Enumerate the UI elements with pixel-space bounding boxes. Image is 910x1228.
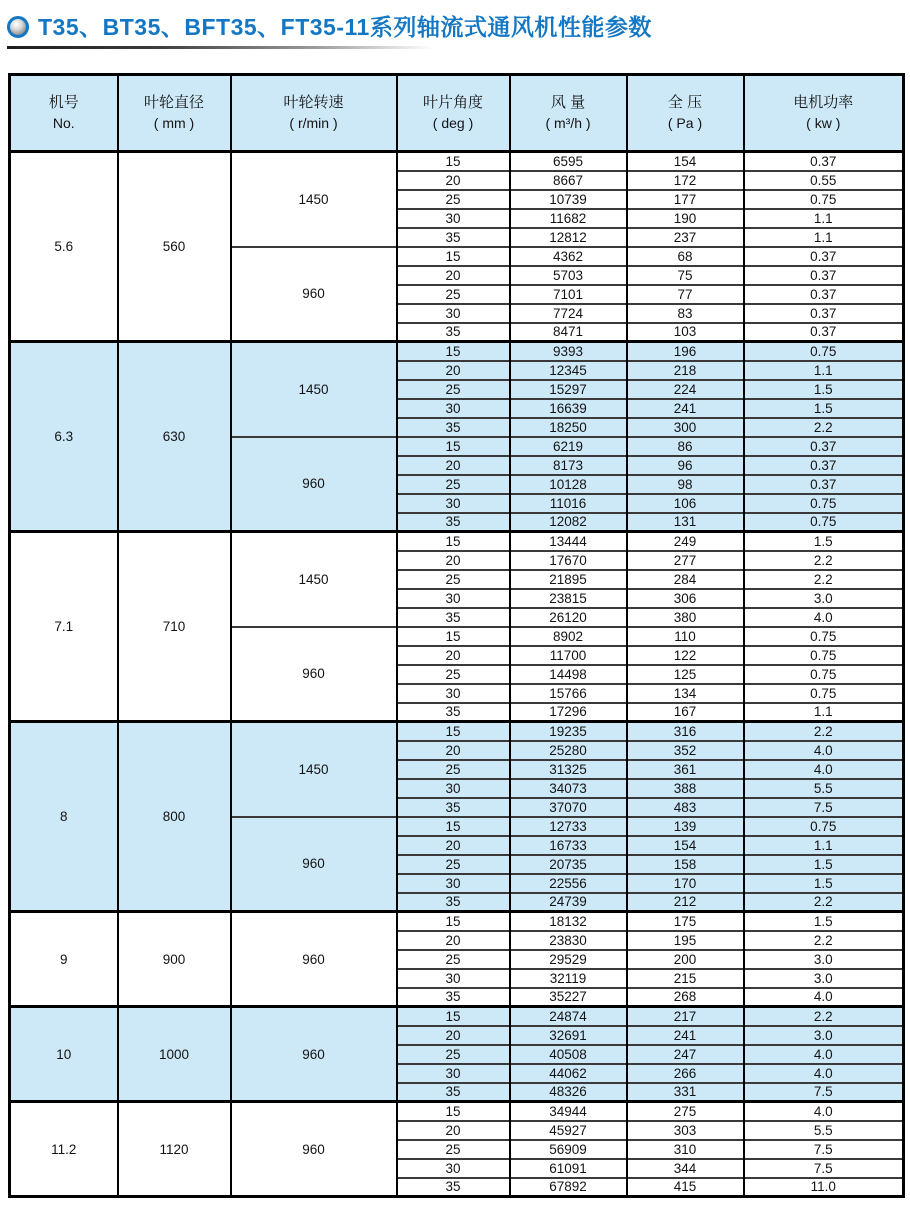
total-pressure-cell: 177: [627, 190, 744, 209]
column-unit: ( m³/h ): [545, 115, 591, 131]
motor-power-cell: 0.75: [744, 646, 904, 665]
total-pressure-cell: 195: [627, 931, 744, 950]
motor-power-cell: 5.5: [744, 1121, 904, 1140]
impeller-diameter-cell: 630: [118, 342, 231, 532]
column-title: 叶轮直径: [143, 94, 204, 111]
blade-angle-cell: 20: [397, 266, 510, 285]
total-pressure-cell: 361: [627, 760, 744, 779]
air-volume-cell: 7724: [510, 304, 627, 323]
air-volume-cell: 16733: [510, 836, 627, 855]
bullet-icon: [7, 16, 29, 38]
air-volume-cell: 32119: [510, 969, 627, 988]
blade-angle-cell: 30: [397, 589, 510, 608]
blade-angle-cell: 35: [397, 513, 510, 532]
total-pressure-cell: 218: [627, 361, 744, 380]
air-volume-cell: 48326: [510, 1083, 627, 1102]
motor-power-cell: 0.75: [744, 684, 904, 703]
air-volume-cell: 29529: [510, 950, 627, 969]
motor-power-cell: 0.37: [744, 437, 904, 456]
blade-angle-cell: 35: [397, 798, 510, 817]
impeller-diameter-cell: 900: [118, 912, 231, 1007]
motor-power-cell: 4.0: [744, 1102, 904, 1121]
motor-power-cell: 0.37: [744, 475, 904, 494]
blade-angle-cell: 30: [397, 209, 510, 228]
table-row: [10, 532, 904, 551]
air-volume-cell: 20735: [510, 855, 627, 874]
blade-angle-cell: 35: [397, 703, 510, 722]
total-pressure-cell: 167: [627, 703, 744, 722]
total-pressure-cell: 154: [627, 836, 744, 855]
impeller-diameter-cell: 1120: [118, 1102, 231, 1197]
air-volume-cell: 11700: [510, 646, 627, 665]
total-pressure-cell: 83: [627, 304, 744, 323]
impeller-speed-cell: 960: [231, 247, 397, 342]
total-pressure-cell: 122: [627, 646, 744, 665]
fan-no-cell: 9: [10, 912, 118, 1007]
impeller-diameter-cell: 1000: [118, 1007, 231, 1102]
fan-no-cell: 6.3: [10, 342, 118, 532]
column-unit: ( Pa ): [667, 115, 703, 131]
motor-power-cell: 1.5: [744, 532, 904, 551]
column-unit: ( mm ): [153, 115, 195, 131]
motor-power-cell: 3.0: [744, 950, 904, 969]
total-pressure-cell: 284: [627, 570, 744, 589]
motor-power-cell: 2.2: [744, 551, 904, 570]
blade-angle-cell: 35: [397, 988, 510, 1007]
total-pressure-cell: 175: [627, 912, 744, 931]
total-pressure-cell: 139: [627, 817, 744, 836]
blade-angle-cell: 20: [397, 1026, 510, 1045]
air-volume-cell: 31325: [510, 760, 627, 779]
total-pressure-cell: 106: [627, 494, 744, 513]
motor-power-cell: 3.0: [744, 969, 904, 988]
blade-angle-cell: 30: [397, 304, 510, 323]
motor-power-cell: 4.0: [744, 608, 904, 627]
blade-angle-cell: 35: [397, 418, 510, 437]
motor-power-cell: 0.37: [744, 266, 904, 285]
impeller-speed-cell: 1450: [231, 342, 397, 437]
air-volume-cell: 10739: [510, 190, 627, 209]
motor-power-cell: 1.1: [744, 209, 904, 228]
impeller-speed-cell: 960: [231, 1007, 397, 1102]
motor-power-cell: 0.37: [744, 304, 904, 323]
air-volume-cell: 56909: [510, 1140, 627, 1159]
motor-power-cell: 3.0: [744, 589, 904, 608]
air-volume-cell: 34073: [510, 779, 627, 798]
column-header-4: [510, 75, 627, 152]
motor-power-cell: 1.5: [744, 874, 904, 893]
blade-angle-cell: 25: [397, 380, 510, 399]
blade-angle-cell: 15: [397, 722, 510, 741]
total-pressure-cell: 103: [627, 323, 744, 342]
air-volume-cell: 4362: [510, 247, 627, 266]
total-pressure-cell: 134: [627, 684, 744, 703]
blade-angle-cell: 30: [397, 874, 510, 893]
total-pressure-cell: 344: [627, 1159, 744, 1178]
fan-no-cell: 8: [10, 722, 118, 912]
total-pressure-cell: 247: [627, 1045, 744, 1064]
impeller-speed-cell: 960: [231, 627, 397, 722]
blade-angle-cell: 15: [397, 342, 510, 361]
air-volume-cell: 17670: [510, 551, 627, 570]
total-pressure-cell: 268: [627, 988, 744, 1007]
air-volume-cell: 21895: [510, 570, 627, 589]
impeller-speed-cell: 960: [231, 912, 397, 1007]
air-volume-cell: 32691: [510, 1026, 627, 1045]
table-row: [10, 1007, 904, 1026]
total-pressure-cell: 224: [627, 380, 744, 399]
fan-no-cell: 5.6: [10, 152, 118, 342]
air-volume-cell: 16639: [510, 399, 627, 418]
motor-power-cell: 1.1: [744, 836, 904, 855]
total-pressure-cell: 154: [627, 152, 744, 171]
impeller-speed-cell: 1450: [231, 532, 397, 627]
table-row: [10, 1102, 904, 1121]
total-pressure-cell: 415: [627, 1178, 744, 1197]
total-pressure-cell: 110: [627, 627, 744, 646]
column-title: 叶片角度: [422, 94, 483, 111]
air-volume-cell: 15297: [510, 380, 627, 399]
air-volume-cell: 35227: [510, 988, 627, 1007]
air-volume-cell: 13444: [510, 532, 627, 551]
blade-angle-cell: 25: [397, 285, 510, 304]
table-body: [10, 152, 904, 1197]
blade-angle-cell: 20: [397, 361, 510, 380]
air-volume-cell: 34944: [510, 1102, 627, 1121]
total-pressure-cell: 241: [627, 1026, 744, 1045]
column-header-2: [231, 75, 397, 152]
blade-angle-cell: 25: [397, 570, 510, 589]
blade-angle-cell: 25: [397, 190, 510, 209]
motor-power-cell: 1.1: [744, 361, 904, 380]
impeller-diameter-cell: 800: [118, 722, 231, 912]
air-volume-cell: 10128: [510, 475, 627, 494]
motor-power-cell: 0.75: [744, 190, 904, 209]
total-pressure-cell: 316: [627, 722, 744, 741]
total-pressure-cell: 306: [627, 589, 744, 608]
table-header: [10, 75, 904, 152]
air-volume-cell: 19235: [510, 722, 627, 741]
blade-angle-cell: 30: [397, 779, 510, 798]
air-volume-cell: 26120: [510, 608, 627, 627]
page-header: [7, 14, 910, 40]
total-pressure-cell: 483: [627, 798, 744, 817]
motor-power-cell: 4.0: [744, 760, 904, 779]
blade-angle-cell: 20: [397, 931, 510, 950]
motor-power-cell: 1.1: [744, 228, 904, 247]
motor-power-cell: 0.37: [744, 456, 904, 475]
table-header-row: [10, 75, 904, 152]
air-volume-cell: 37070: [510, 798, 627, 817]
air-volume-cell: 8471: [510, 323, 627, 342]
total-pressure-cell: 77: [627, 285, 744, 304]
blade-angle-cell: 15: [397, 437, 510, 456]
air-volume-cell: 17296: [510, 703, 627, 722]
impeller-diameter-cell: 560: [118, 152, 231, 342]
column-title: 叶轮转速: [283, 94, 344, 111]
motor-power-cell: 0.37: [744, 152, 904, 171]
motor-power-cell: 3.0: [744, 1026, 904, 1045]
motor-power-cell: 7.5: [744, 1159, 904, 1178]
air-volume-cell: 14498: [510, 665, 627, 684]
motor-power-cell: 11.0: [744, 1178, 904, 1197]
blade-angle-cell: 20: [397, 456, 510, 475]
blade-angle-cell: 30: [397, 969, 510, 988]
air-volume-cell: 24739: [510, 893, 627, 912]
impeller-speed-cell: 960: [231, 817, 397, 912]
blade-angle-cell: 15: [397, 1007, 510, 1026]
air-volume-cell: 12345: [510, 361, 627, 380]
column-header-6: [744, 75, 904, 152]
table-row: [10, 912, 904, 931]
motor-power-cell: 0.37: [744, 247, 904, 266]
air-volume-cell: 23815: [510, 589, 627, 608]
total-pressure-cell: 172: [627, 171, 744, 190]
total-pressure-cell: 237: [627, 228, 744, 247]
air-volume-cell: 12812: [510, 228, 627, 247]
blade-angle-cell: 25: [397, 760, 510, 779]
motor-power-cell: 2.2: [744, 418, 904, 437]
column-title: 电机功率: [793, 94, 854, 111]
motor-power-cell: 0.75: [744, 665, 904, 684]
column-unit: No.: [52, 115, 75, 131]
motor-power-cell: 4.0: [744, 1064, 904, 1083]
blade-angle-cell: 20: [397, 171, 510, 190]
air-volume-cell: 15766: [510, 684, 627, 703]
impeller-speed-cell: 960: [231, 1102, 397, 1197]
air-volume-cell: 22556: [510, 874, 627, 893]
motor-power-cell: 2.2: [744, 893, 904, 912]
blade-angle-cell: 25: [397, 1140, 510, 1159]
motor-power-cell: 7.5: [744, 1140, 904, 1159]
air-volume-cell: 12082: [510, 513, 627, 532]
blade-angle-cell: 20: [397, 551, 510, 570]
air-volume-cell: 7101: [510, 285, 627, 304]
air-volume-cell: 8667: [510, 171, 627, 190]
total-pressure-cell: 277: [627, 551, 744, 570]
air-volume-cell: 67892: [510, 1178, 627, 1197]
motor-power-cell: 0.75: [744, 627, 904, 646]
total-pressure-cell: 241: [627, 399, 744, 418]
blade-angle-cell: 30: [397, 399, 510, 418]
total-pressure-cell: 125: [627, 665, 744, 684]
motor-power-cell: 2.2: [744, 931, 904, 950]
column-header-0: [10, 75, 118, 152]
motor-power-cell: 1.5: [744, 399, 904, 418]
column-header-3: [397, 75, 510, 152]
total-pressure-cell: 158: [627, 855, 744, 874]
title-underline-rule: [7, 46, 433, 49]
air-volume-cell: 8173: [510, 456, 627, 475]
total-pressure-cell: 275: [627, 1102, 744, 1121]
motor-power-cell: 0.75: [744, 494, 904, 513]
blade-angle-cell: 25: [397, 1045, 510, 1064]
motor-power-cell: 2.2: [744, 570, 904, 589]
total-pressure-cell: 303: [627, 1121, 744, 1140]
total-pressure-cell: 388: [627, 779, 744, 798]
impeller-speed-cell: 1450: [231, 152, 397, 247]
total-pressure-cell: 380: [627, 608, 744, 627]
blade-angle-cell: 15: [397, 152, 510, 171]
motor-power-cell: 7.5: [744, 1083, 904, 1102]
air-volume-cell: 9393: [510, 342, 627, 361]
total-pressure-cell: 131: [627, 513, 744, 532]
blade-angle-cell: 20: [397, 836, 510, 855]
impeller-speed-cell: 960: [231, 437, 397, 532]
air-volume-cell: 6595: [510, 152, 627, 171]
total-pressure-cell: 300: [627, 418, 744, 437]
total-pressure-cell: 170: [627, 874, 744, 893]
fan-no-cell: 11.2: [10, 1102, 118, 1197]
fan-performance-table: [8, 73, 905, 1198]
air-volume-cell: 45927: [510, 1121, 627, 1140]
impeller-diameter-cell: 710: [118, 532, 231, 722]
air-volume-cell: 40508: [510, 1045, 627, 1064]
column-unit: ( r/min ): [289, 115, 338, 131]
motor-power-cell: 1.5: [744, 912, 904, 931]
blade-angle-cell: 25: [397, 950, 510, 969]
impeller-speed-cell: 1450: [231, 722, 397, 817]
total-pressure-cell: 190: [627, 209, 744, 228]
fan-no-cell: 7.1: [10, 532, 118, 722]
air-volume-cell: 11682: [510, 209, 627, 228]
total-pressure-cell: 249: [627, 532, 744, 551]
table-row: [10, 152, 904, 171]
blade-angle-cell: 15: [397, 532, 510, 551]
column-title: 机号: [48, 94, 79, 111]
motor-power-cell: 4.0: [744, 741, 904, 760]
motor-power-cell: 5.5: [744, 779, 904, 798]
blade-angle-cell: 20: [397, 1121, 510, 1140]
blade-angle-cell: 20: [397, 741, 510, 760]
total-pressure-cell: 68: [627, 247, 744, 266]
motor-power-cell: 2.2: [744, 722, 904, 741]
air-volume-cell: 6219: [510, 437, 627, 456]
blade-angle-cell: 15: [397, 1102, 510, 1121]
table-row: [10, 722, 904, 741]
total-pressure-cell: 215: [627, 969, 744, 988]
total-pressure-cell: 212: [627, 893, 744, 912]
blade-angle-cell: 15: [397, 247, 510, 266]
blade-angle-cell: 25: [397, 665, 510, 684]
total-pressure-cell: 310: [627, 1140, 744, 1159]
blade-angle-cell: 25: [397, 855, 510, 874]
motor-power-cell: 0.55: [744, 171, 904, 190]
total-pressure-cell: 331: [627, 1083, 744, 1102]
air-volume-cell: 44062: [510, 1064, 627, 1083]
total-pressure-cell: 96: [627, 456, 744, 475]
air-volume-cell: 12733: [510, 817, 627, 836]
blade-angle-cell: 35: [397, 323, 510, 342]
total-pressure-cell: 196: [627, 342, 744, 361]
air-volume-cell: 18250: [510, 418, 627, 437]
motor-power-cell: 2.2: [744, 1007, 904, 1026]
motor-power-cell: 1.5: [744, 855, 904, 874]
blade-angle-cell: 35: [397, 608, 510, 627]
motor-power-cell: 1.1: [744, 703, 904, 722]
blade-angle-cell: 15: [397, 817, 510, 836]
air-volume-cell: 8902: [510, 627, 627, 646]
motor-power-cell: 0.75: [744, 342, 904, 361]
page-title: T35、BT35、BFT35、FT35-11系列轴流式通风机性能参数: [38, 14, 652, 40]
total-pressure-cell: 217: [627, 1007, 744, 1026]
air-volume-cell: 24874: [510, 1007, 627, 1026]
motor-power-cell: 0.75: [744, 513, 904, 532]
column-title: 风 量: [550, 94, 586, 111]
air-volume-cell: 61091: [510, 1159, 627, 1178]
blade-angle-cell: 15: [397, 627, 510, 646]
fan-no-cell: 10: [10, 1007, 118, 1102]
blade-angle-cell: 35: [397, 228, 510, 247]
column-header-5: [627, 75, 744, 152]
blade-angle-cell: 30: [397, 1159, 510, 1178]
blade-angle-cell: 30: [397, 494, 510, 513]
column-unit: ( deg ): [432, 115, 474, 131]
total-pressure-cell: 266: [627, 1064, 744, 1083]
column-title: 全 压: [667, 94, 703, 111]
motor-power-cell: 1.5: [744, 380, 904, 399]
motor-power-cell: 0.75: [744, 817, 904, 836]
table-row: [10, 342, 904, 361]
blade-angle-cell: 35: [397, 1083, 510, 1102]
air-volume-cell: 25280: [510, 741, 627, 760]
motor-power-cell: 4.0: [744, 988, 904, 1007]
blade-angle-cell: 35: [397, 893, 510, 912]
motor-power-cell: 0.37: [744, 323, 904, 342]
air-volume-cell: 23830: [510, 931, 627, 950]
air-volume-cell: 18132: [510, 912, 627, 931]
air-volume-cell: 5703: [510, 266, 627, 285]
air-volume-cell: 11016: [510, 494, 627, 513]
total-pressure-cell: 200: [627, 950, 744, 969]
total-pressure-cell: 75: [627, 266, 744, 285]
blade-angle-cell: 35: [397, 1178, 510, 1197]
blade-angle-cell: 30: [397, 1064, 510, 1083]
blade-angle-cell: 30: [397, 684, 510, 703]
blade-angle-cell: 25: [397, 475, 510, 494]
motor-power-cell: 4.0: [744, 1045, 904, 1064]
motor-power-cell: 0.37: [744, 285, 904, 304]
total-pressure-cell: 352: [627, 741, 744, 760]
total-pressure-cell: 98: [627, 475, 744, 494]
column-unit: ( kw ): [806, 115, 841, 131]
total-pressure-cell: 86: [627, 437, 744, 456]
blade-angle-cell: 20: [397, 646, 510, 665]
column-header-1: [118, 75, 231, 152]
motor-power-cell: 7.5: [744, 798, 904, 817]
blade-angle-cell: 15: [397, 912, 510, 931]
